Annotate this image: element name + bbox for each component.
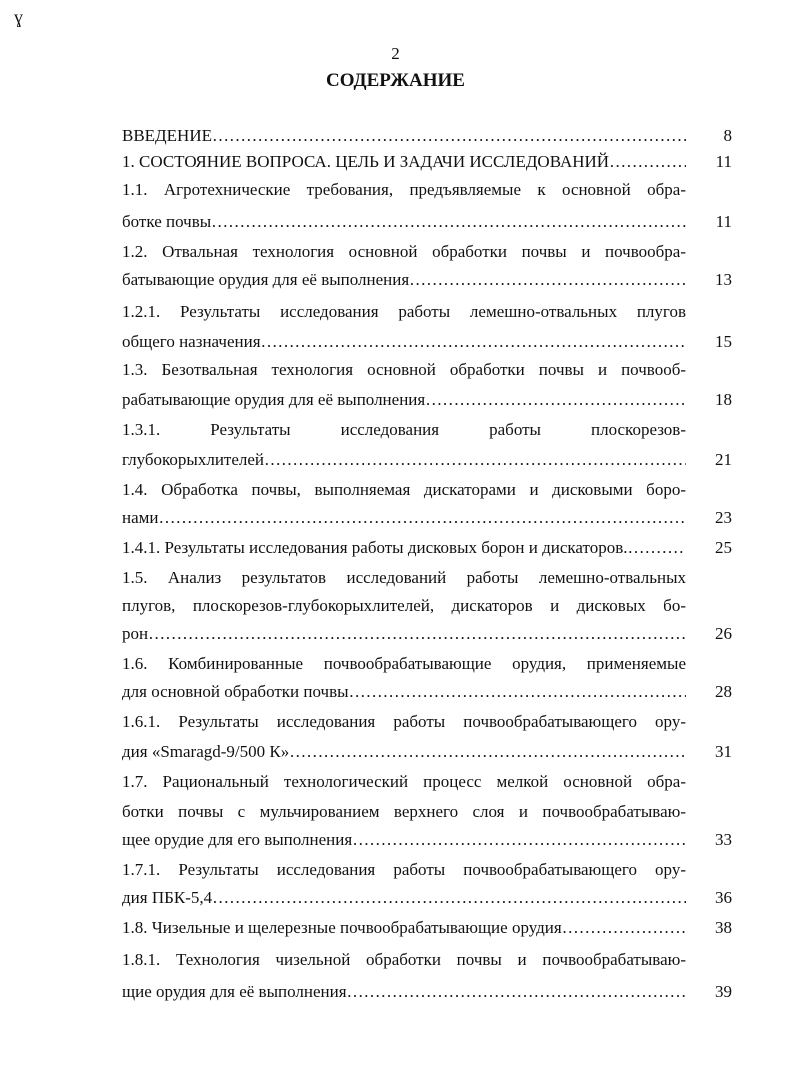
toc-page-number: 11 (715, 152, 732, 171)
toc-line: для основной обработки почвы …………………………………………………………………………………………………………………………… (122, 680, 686, 704)
toc-page-number: 15 (715, 332, 732, 351)
toc-line: 1.3. Безотвальная технология основной обработки почвы и почвооб- (122, 360, 686, 379)
toc-line: 1.4.1. Результаты исследования работы дисковых борон и дискаторов. …………………………………………………………………………………………………………………………… (122, 536, 686, 560)
toc-line: щие орудия для её выполнения …………………………………………………………………………………………………………………………… (122, 980, 686, 1004)
toc-line: дия ПБК-5,4 …………………………………………………………………………………………………………………………… (122, 886, 686, 910)
toc-line: 1.3.1. Результаты исследования работы плоскорезов- (122, 420, 686, 439)
toc-page-number: 21 (715, 450, 732, 469)
toc-page-number: 38 (715, 918, 732, 937)
toc-line: батывающие орудия для её выполнения …………………………………………………………………………………………………………………………… (122, 268, 686, 292)
toc-line: ВВЕДЕНИЕ …………………………………………………………………………………………………………………………… (122, 124, 686, 148)
toc-page-number: 13 (715, 270, 732, 289)
toc-line: общего назначения …………………………………………………………………………………………………………………………… (122, 330, 686, 354)
toc-page-number: 26 (715, 624, 732, 643)
toc-page-number: 8 (723, 126, 732, 145)
toc-page-number: 28 (715, 682, 732, 701)
toc-line: нами …………………………………………………………………………………………………………………………… (122, 506, 686, 530)
toc-page-number: 18 (715, 390, 732, 409)
toc-line: щее орудие для его выполнения …………………………………………………………………………………………………………………………… (122, 828, 686, 852)
page-title: СОДЕРЖАНИЕ (326, 70, 465, 91)
toc-page-number: 36 (715, 888, 732, 907)
toc-line: рабатывающие орудия для её выполнения …………………………………………………………………………………………………………………………… (122, 388, 686, 412)
toc-page-number: 11 (715, 212, 732, 231)
toc-line: 1.2.1. Результаты исследования работы лемешно-отвальных плугов (122, 302, 686, 321)
toc-line: 1.8. Чизельные и щелерезные почвообрабатывающие орудия …………………………………………………………………………………………………………………………… (122, 916, 686, 940)
page-number: 2 (391, 44, 400, 63)
toc-line: плугов, плоскорезов-глубокорыхлителей, дискаторов и дисковых бо- (122, 596, 686, 615)
toc-line: глубокорыхлителей …………………………………………………………………………………………………………………………… (122, 448, 686, 472)
toc-line: 1.2. Отвальная технология основной обработки почвы и почвообра- (122, 242, 686, 261)
toc-line: 1.6. Комбинированные почвообрабатывающие орудия, применяемые (122, 654, 686, 673)
toc-line: дия «Smaragd-9/500 К» …………………………………………………………………………………………………………………………… (122, 740, 686, 764)
toc-page-number: 23 (715, 508, 732, 527)
toc-line: ботке почвы …………………………………………………………………………………………………………………………… (122, 210, 686, 234)
toc-page-number: 25 (715, 538, 732, 557)
toc-line: 1.6.1. Результаты исследования работы почвообрабатывающего ору- (122, 712, 686, 731)
toc-line: ботки почвы с мульчированием верхнего слоя и почвообрабатываю- (122, 802, 686, 821)
toc-line: 1.5. Анализ результатов исследований работы лемешно-отвальных (122, 568, 686, 587)
toc-page-number: 31 (715, 742, 732, 761)
corner-mark: ɣ (14, 7, 23, 27)
toc-line: 1.8.1. Технология чизельной обработки почвы и почвообрабатываю- (122, 950, 686, 969)
toc-page-number: 39 (715, 982, 732, 1001)
toc-line: рон …………………………………………………………………………………………………………………………… (122, 622, 686, 646)
toc-line: 1.7.1. Результаты исследования работы почвообрабатывающего ору- (122, 860, 686, 879)
toc-line: 1.1. Агротехнические требования, предъявляемые к основной обра- (122, 180, 686, 199)
toc-page-number: 33 (715, 830, 732, 849)
toc-line: 1. СОСТОЯНИЕ ВОПРОСА. ЦЕЛЬ И ЗАДАЧИ ИССЛЕДОВАНИЙ… …………………………………………………………………………………………………………………………… (122, 150, 686, 174)
toc-line: 1.4. Обработка почвы, выполняемая дискаторами и дисковыми боро- (122, 480, 686, 499)
toc-line: 1.7. Рациональный технологический процесс мелкой основной обра- (122, 772, 686, 791)
